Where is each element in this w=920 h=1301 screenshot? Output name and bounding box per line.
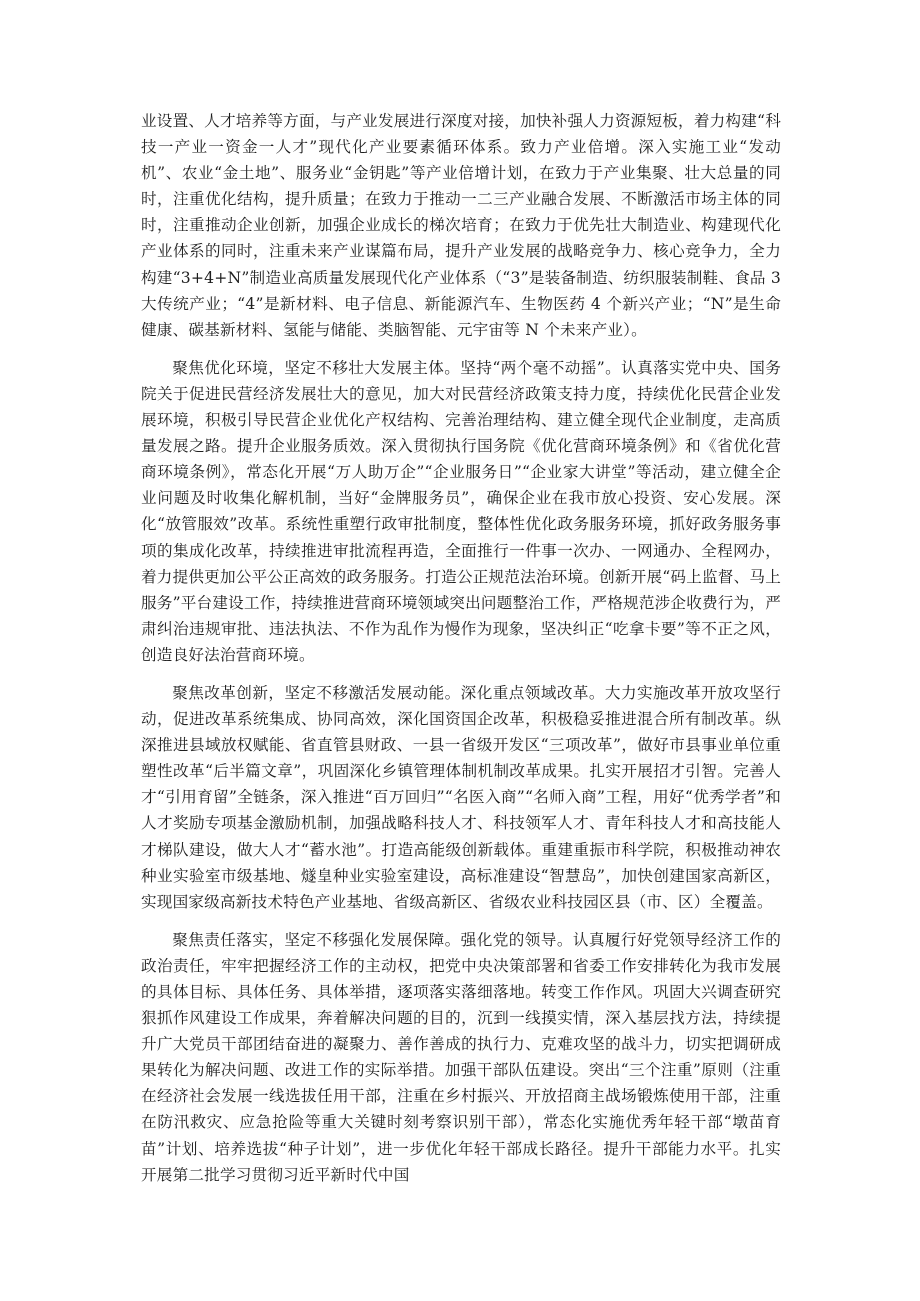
document-body: [141, 108, 781, 1188]
paragraph-industry-upgrade: 业设置、人才培养等方面，与产业发展进行深度对接，加快补强人力资源短板，着力构建“科技一产业一资金一人才”现代化产业要素循环体系。致力产业倍增。深入实施工业“发动机”、农业“金土地”、服务业“金钥匙”等产业倍增计划，在致力于产业集聚、壮大总量的同时，注重优化结构，提升质量；在致力于推动一二三产业融合发展、不断激活市场主体的同时，注重推动企业创新，加强企业成长的梯次培育；在致力于优先壮大制造业、构建现代化产业体系的同时，注重未来产业谋篇布局，提升产业发展的战略竞争力、核心竞争力，全力构建“3+4+N”制造业高质量发展现代化产业体系（“3”是装备制造、纺织服装制鞋、食品 3 大传统产业；“4”是新材料、电子信息、新能源汽车、生物医药 4 个新兴产业；“N”是生命健康、碳基新材料、氢能与储能、类脑智能、元宇宙等 N 个未来产业）。: [141, 112, 781, 339]
paragraph-responsibility: 聚焦责任落实，坚定不移强化发展保障。强化党的领导。认真履行好党领导经济工作的政治责任，牢牢把握经济工作的主动权，把党中央决策部署和省委工作安排转化为我市发展的具体目标、具体任务、具体举措，逐项落实落细落地。转变工作作风。巩固大兴调查研究狠抓作风建设工作成果，奔着解决问题的目的，沉到一线摸实情，深入基层找方法，持续提升广大党员干部团结奋进的凝聚力、善作善成的执行力、克难攻坚的战斗力，切实把调研成果转化为解决问题、改进工作的实际举措。加强干部队伍建设。突出“三个注重”原则（注重在经济社会发展一线选拔任用干部，注重在乡村振兴、开放招商主战场锻炼使用干部，注重在防汛救灾、应急抢险等重大关键时刻考察识别干部），常态化实施优秀年轻干部“墩苗育苗”计划、培养选拔“种子计划”，进一步优化年轻干部成长路径。提升干部能力水平。扎实开展第二批学习贯彻习近平新时代中国: [141, 930, 781, 1184]
paragraph-reform-innovation: 聚焦改革创新，坚定不移激活发展动能。深化重点领域改革。大力实施改革开放攻坚行动，促进改革系统集成、协同高效，深化国资国企改革，积极稳妥推进混合所有制改革。纵深推进县域放权赋能、省直管县财政、一县一省级开发区“三项改革”，做好市县事业单位重塑性改革“后半篇文章”，巩固深化乡镇管理体制机制改革成果。扎实开展招才引智。完善人才“引用育留”全链条，深入推进“百万回归”“名医入商”“名师入商”工程，用好“优秀学者”和人才奖励专项基金激励机制，加强战略科技人才、科技领军人才、青年科技人才和高技能人才梯队建设，做大人才“蓄水池”。打造高能级创新载体。重建重振市科学院，积极推动神农种业实验室市级基地、燧皇种业实验室建设，高标准建设“智慧岛”，加快创建国家高新区，实现国家级高新技术特色产业基地、省级高新区、省级农业科技园区县（市、区）全覆盖。: [141, 683, 781, 911]
paragraph-optimize-environment: 聚焦优化环境，坚定不移壮大发展主体。坚持“两个毫不动摇”。认真落实党中央、国务院关于促进民营经济发展壮大的意见，加大对民营经济政策支持力度，持续优化民营企业发展环境，积极引导民营企业优化产权结构、完善治理结构、建立健全现代企业制度，走高质量发展之路。提升企业服务质效。深入贯彻执行国务院《优化营商环境条例》和《省优化营商环境条例》，常态化开展“万人助万企”“企业服务日”“企业家大讲堂”等活动，建立健全企业问题及时收集化解机制，当好“金牌服务员”，确保企业在我市放心投资、安心发展。深化“放管服效”改革。系统性重塑行政审批制度，整体性优化政务服务环境，抓好政务服务事项的集成化改革，持续推进审批流程再造，全面推行一件事一次办、一网通办、全程网办，着力提供更加公平公正高效的政务服务。打造公正规范法治环境。创新开展“码上监督、马上服务”平台建设工作，持续推进营商环境领域突出问题整治工作，严格规范涉企收费行为，严肃纠治违规审批、违法执法、不作为乱作为慢作为现象，坚决纠正“吃拿卡要”等不正之风，创造良好法治营商环境。: [141, 358, 781, 664]
